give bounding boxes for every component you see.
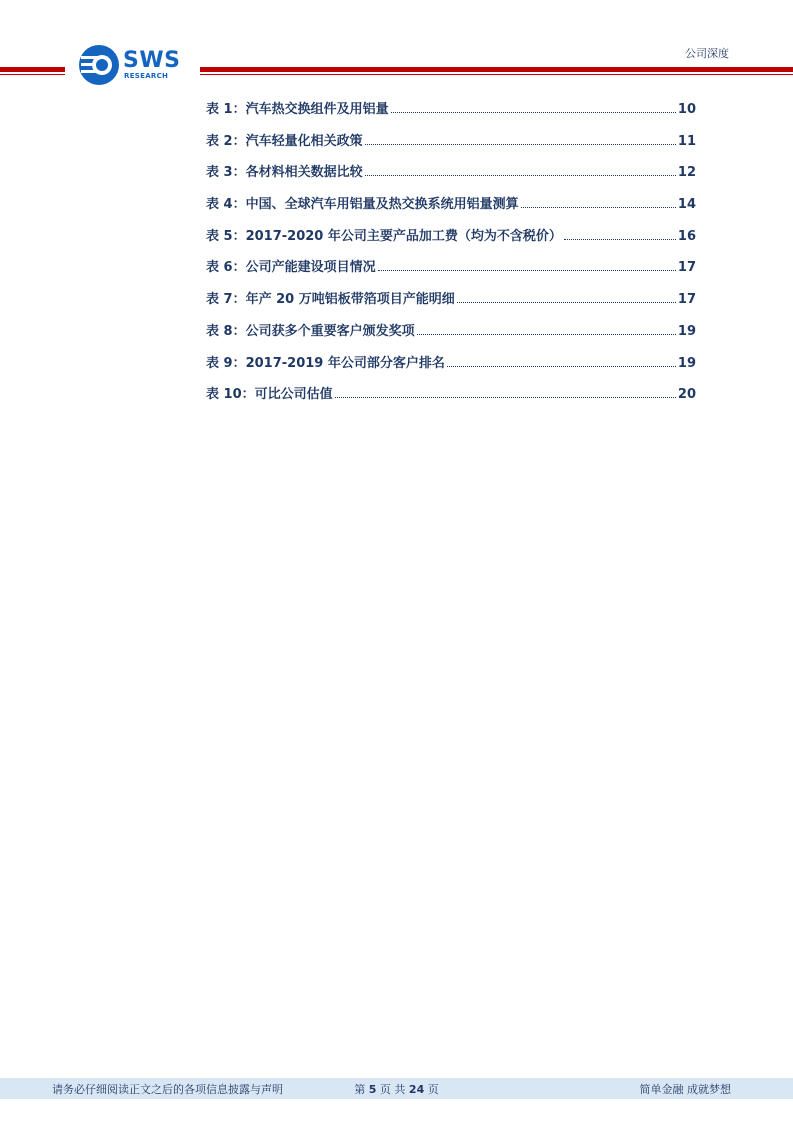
toc-item[interactable]	[206, 290, 696, 322]
toc-item-label: 表 10：可比公司估值	[206, 387, 333, 403]
toc-item-page: 19	[677, 323, 696, 339]
toc-leader-dots	[365, 132, 676, 145]
toc-leader-dots	[335, 385, 676, 398]
toc-item[interactable]	[206, 195, 696, 227]
logo-subtext: RESEARCH	[124, 72, 169, 80]
footer-page-suffix: 页	[427, 1083, 439, 1096]
report-type-tag: 公司深度	[685, 47, 729, 60]
toc-item-label: 表 9：2017-2019 年公司部分客户排名	[206, 355, 445, 371]
toc-leader-dots	[365, 163, 676, 176]
toc-item[interactable]	[206, 322, 696, 354]
toc-item-label: 表 5：2017-2020 年公司主要产品加工费（均为不含税价）	[206, 228, 562, 244]
footer-page-total: 24	[408, 1083, 425, 1096]
toc-item-label: 表 3：各材料相关数据比较	[206, 165, 363, 181]
toc-item-page: 17	[677, 260, 696, 276]
toc-leader-dots	[447, 354, 676, 367]
toc-item-page: 10	[677, 102, 696, 117]
footer-slogan: 简单金融 成就梦想	[639, 1083, 731, 1096]
toc-item-page: 11	[677, 133, 696, 149]
toc-item[interactable]	[206, 100, 696, 132]
footer-page-current: 5	[368, 1083, 377, 1096]
toc-item[interactable]	[206, 385, 696, 417]
toc-item[interactable]	[206, 258, 696, 290]
footer-page-prefix: 第	[354, 1083, 366, 1096]
footer-page-mid: 页 共	[379, 1083, 406, 1096]
table-of-tables	[206, 100, 696, 417]
toc-item[interactable]	[206, 227, 696, 259]
toc-leader-dots	[391, 100, 676, 113]
toc-leader-dots	[457, 290, 676, 303]
toc-leader-dots	[521, 195, 676, 208]
toc-item-label: 表 1：汽车热交换组件及用铝量	[206, 102, 389, 117]
toc-item[interactable]	[206, 132, 696, 164]
toc-leader-dots	[378, 258, 676, 271]
toc-item-page: 14	[677, 197, 696, 213]
toc-item-page: 20	[677, 387, 696, 403]
header-rule-right	[200, 67, 793, 75]
toc-item[interactable]	[206, 354, 696, 386]
toc-item-label: 表 6：公司产能建设项目情况	[206, 260, 376, 276]
toc-item-label: 表 7：年产 20 万吨铝板带箔项目产能明细	[206, 292, 455, 308]
toc-leader-dots	[417, 322, 676, 335]
header-rule-left	[0, 67, 65, 75]
toc-item-label: 表 4：中国、全球汽车用铝量及热交换系统用铝量测算	[206, 197, 519, 213]
toc-item-page: 17	[677, 292, 696, 308]
toc-item-label: 表 2：汽车轻量化相关政策	[206, 133, 363, 149]
toc-item-page: 19	[677, 355, 696, 371]
toc-item-page: 16	[677, 228, 696, 244]
toc-item-page: 12	[677, 165, 696, 181]
toc-leader-dots	[564, 227, 676, 240]
toc-item-label: 表 8：公司获多个重要客户颁发奖项	[206, 323, 415, 339]
toc-item[interactable]	[206, 163, 696, 195]
page-footer	[0, 1078, 793, 1099]
sws-logo	[78, 44, 188, 88]
sws-logo-icon	[78, 44, 120, 86]
logo-text: SWS	[123, 48, 181, 73]
footer-disclaimer: 请务必仔细阅读正文之后的各项信息披露与声明	[52, 1083, 283, 1096]
